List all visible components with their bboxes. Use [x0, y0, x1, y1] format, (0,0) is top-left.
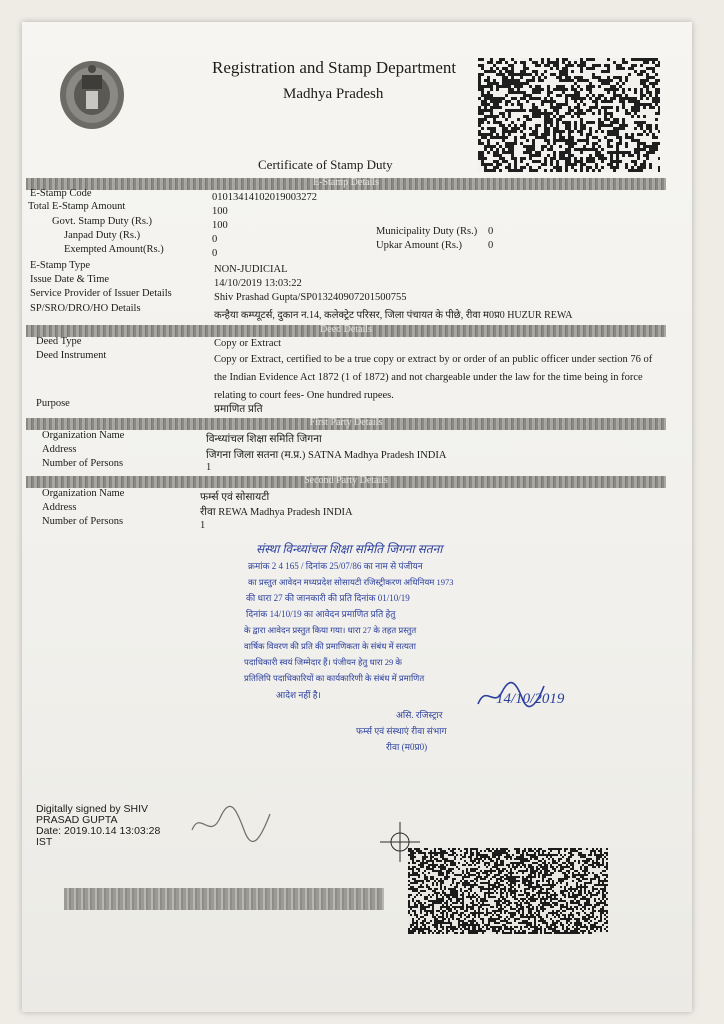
hw-date: 14/10/2019 — [496, 691, 565, 707]
upkar-amount-label: Upkar Amount (Rs.) — [376, 240, 463, 251]
municipality-duty-label: Municipality Duty (Rs.) — [376, 226, 478, 237]
section-band-estamp — [26, 178, 666, 190]
sign-line-2: PRASAD GUPTA — [36, 814, 118, 826]
service-provider-label: Service Provider of Issuer Details — [30, 288, 172, 299]
second-org-value: फर्म्स एवं सोसायटी — [200, 492, 270, 503]
janpad-duty-value: 0 — [212, 234, 218, 245]
second-org-label: Organization Name — [42, 488, 125, 499]
hw-line-2: क्रमांक 2 4 165 / दिनांक 25/07/86 का नाम से पंजीयन — [248, 561, 423, 571]
sign-line-3: Date: 2019.10.14 13:03:28 — [36, 825, 161, 837]
sign-line-4: IST — [36, 836, 53, 848]
section-title-first-party: First Party Details — [309, 417, 383, 428]
section-band-deed — [26, 325, 666, 337]
upkar-amount-value: 0 — [488, 240, 494, 251]
section-band-second-party — [26, 476, 666, 488]
first-address-label: Address — [42, 444, 77, 455]
hw-line-7: वार्षिक विवरण की प्रति की प्रमाणिकता के संबंध में सत्यता — [244, 641, 416, 651]
deed-type-value: Copy or Extract — [214, 338, 282, 349]
section-title-estamp: E-Stamp Details — [313, 177, 379, 188]
estamp-type-label: E-Stamp Type — [30, 260, 91, 271]
state-emblem-logo — [58, 55, 126, 133]
exempted-amount-value: 0 — [212, 248, 218, 259]
first-org-value: विन्ध्यांचल शिक्षा समिति जिगना — [206, 434, 322, 445]
govt-duty-label: Govt. Stamp Duty (Rs.) — [52, 216, 153, 227]
sp-details-value: कन्हैया कम्प्यूटर्स, दुकान न.14, कलेक्ट्रेट परिसर, जिला पंचायत के पीछे, रीवा म0प्र0 HUZUR REWA — [214, 310, 573, 321]
section-band-first-party — [26, 418, 666, 430]
hw-line-1: संस्था विन्ध्यांचल शिक्षा समिति जिगना सतना — [256, 542, 443, 556]
municipality-duty-value: 0 — [488, 226, 494, 237]
first-address-value: जिगना जिला सतना (म.प्र.) SATNA Madhya Pradesh INDIA — [206, 450, 447, 461]
department-title: Registration and Stamp Department — [212, 58, 457, 77]
second-address-value: रीवा REWA Madhya Pradesh INDIA — [200, 507, 353, 518]
deed-type-label: Deed Type — [36, 336, 82, 347]
certificate-title: Certificate of Stamp Duty — [258, 157, 393, 172]
section-title-deed: Deed Details — [320, 324, 372, 335]
purpose-value: प्रमाणित प्रति — [214, 404, 263, 415]
security-pattern — [408, 848, 608, 934]
section-title-second-party: Second Party Details — [304, 475, 388, 486]
second-persons-label: Number of Persons — [42, 516, 124, 527]
signature-scribble — [186, 800, 276, 850]
officer-signature — [476, 680, 546, 710]
estamp-code-value: 01013414102019003272 — [212, 192, 317, 203]
deed-instrument-value: Copy or Extract, certified to be a true copy or extract by or order of an public officer under section 76 of the Indian Evidence Act 1872 (1 of 1872) and not chargeable under the law for the time being in force relating to court fees- One hundred rupees. — [214, 354, 653, 401]
hw-line-5: दिनांक 14/10/19 का आवेदन प्रमाणित प्रति हेतु — [246, 609, 396, 619]
hw-line-4: की धारा 27 की जानकारी की प्रति दिनांक 01/10/19 — [246, 593, 410, 603]
issue-date-label: Issue Date & Time — [30, 274, 110, 285]
janpad-duty-label: Janpad Duty (Rs.) — [64, 230, 141, 241]
total-amount-label: Total E-Stamp Amount — [28, 201, 126, 212]
first-persons-label: Number of Persons — [42, 458, 124, 469]
handwritten-endorsement — [226, 540, 586, 760]
issue-date-value: 14/10/2019 13:03:22 — [214, 278, 302, 289]
bottom-barcode-strip — [64, 888, 384, 910]
second-address-label: Address — [42, 502, 77, 513]
total-amount-value: 100 — [212, 206, 228, 217]
deed-instrument-label: Deed Instrument — [36, 350, 107, 361]
hw-line-3: का प्रस्तुत आवेदन मध्यप्रदेश सोसायटी रजिस्ट्रीकरण अधिनियम 1973 — [248, 577, 454, 587]
service-provider-value: Shiv Prashad Gupta/SP013240907201500755 — [214, 292, 407, 303]
hw-signatory-3: रीवा (म0प्र0) — [386, 742, 428, 752]
sign-line-1: Digitally signed by SHIV — [36, 803, 149, 815]
hw-line-9: प्रतिलिपि पदाधिकारियों का कार्यकारिणी के संबंध में प्रमाणित — [244, 673, 425, 683]
estamp-code-label: E-Stamp Code — [30, 188, 92, 199]
hw-line-6: के द्वारा आवेदन प्रस्तुत किया गया। धारा 27 के तहत प्रस्तुत — [244, 625, 417, 635]
hw-line-10: आदेश नहीं है। — [276, 690, 321, 700]
govt-duty-value: 100 — [212, 220, 228, 231]
first-persons-value: 1 — [206, 462, 212, 473]
digital-signature-block — [36, 804, 160, 848]
hw-signatory-1: असि. रजिस्ट्रार — [396, 710, 443, 720]
exempted-amount-label: Exempted Amount(Rs.) — [64, 244, 164, 255]
first-org-label: Organization Name — [42, 430, 125, 441]
qr-code — [478, 58, 660, 172]
second-persons-value: 1 — [200, 520, 206, 531]
state-name: Madhya Pradesh — [283, 86, 384, 102]
sp-details-label: SP/SRO/DRO/HO Details — [30, 303, 141, 314]
purpose-label: Purpose — [36, 398, 70, 409]
hw-line-8: पदाधिकारी स्वयं जिम्मेदार हैं। पंजीयन हेतु धारा 29 के — [244, 657, 402, 667]
hw-signatory-2: फर्म्स एवं संस्थाएं रीवा संभाग — [356, 726, 447, 736]
estamp-type-value: NON-JUDICIAL — [214, 264, 288, 275]
